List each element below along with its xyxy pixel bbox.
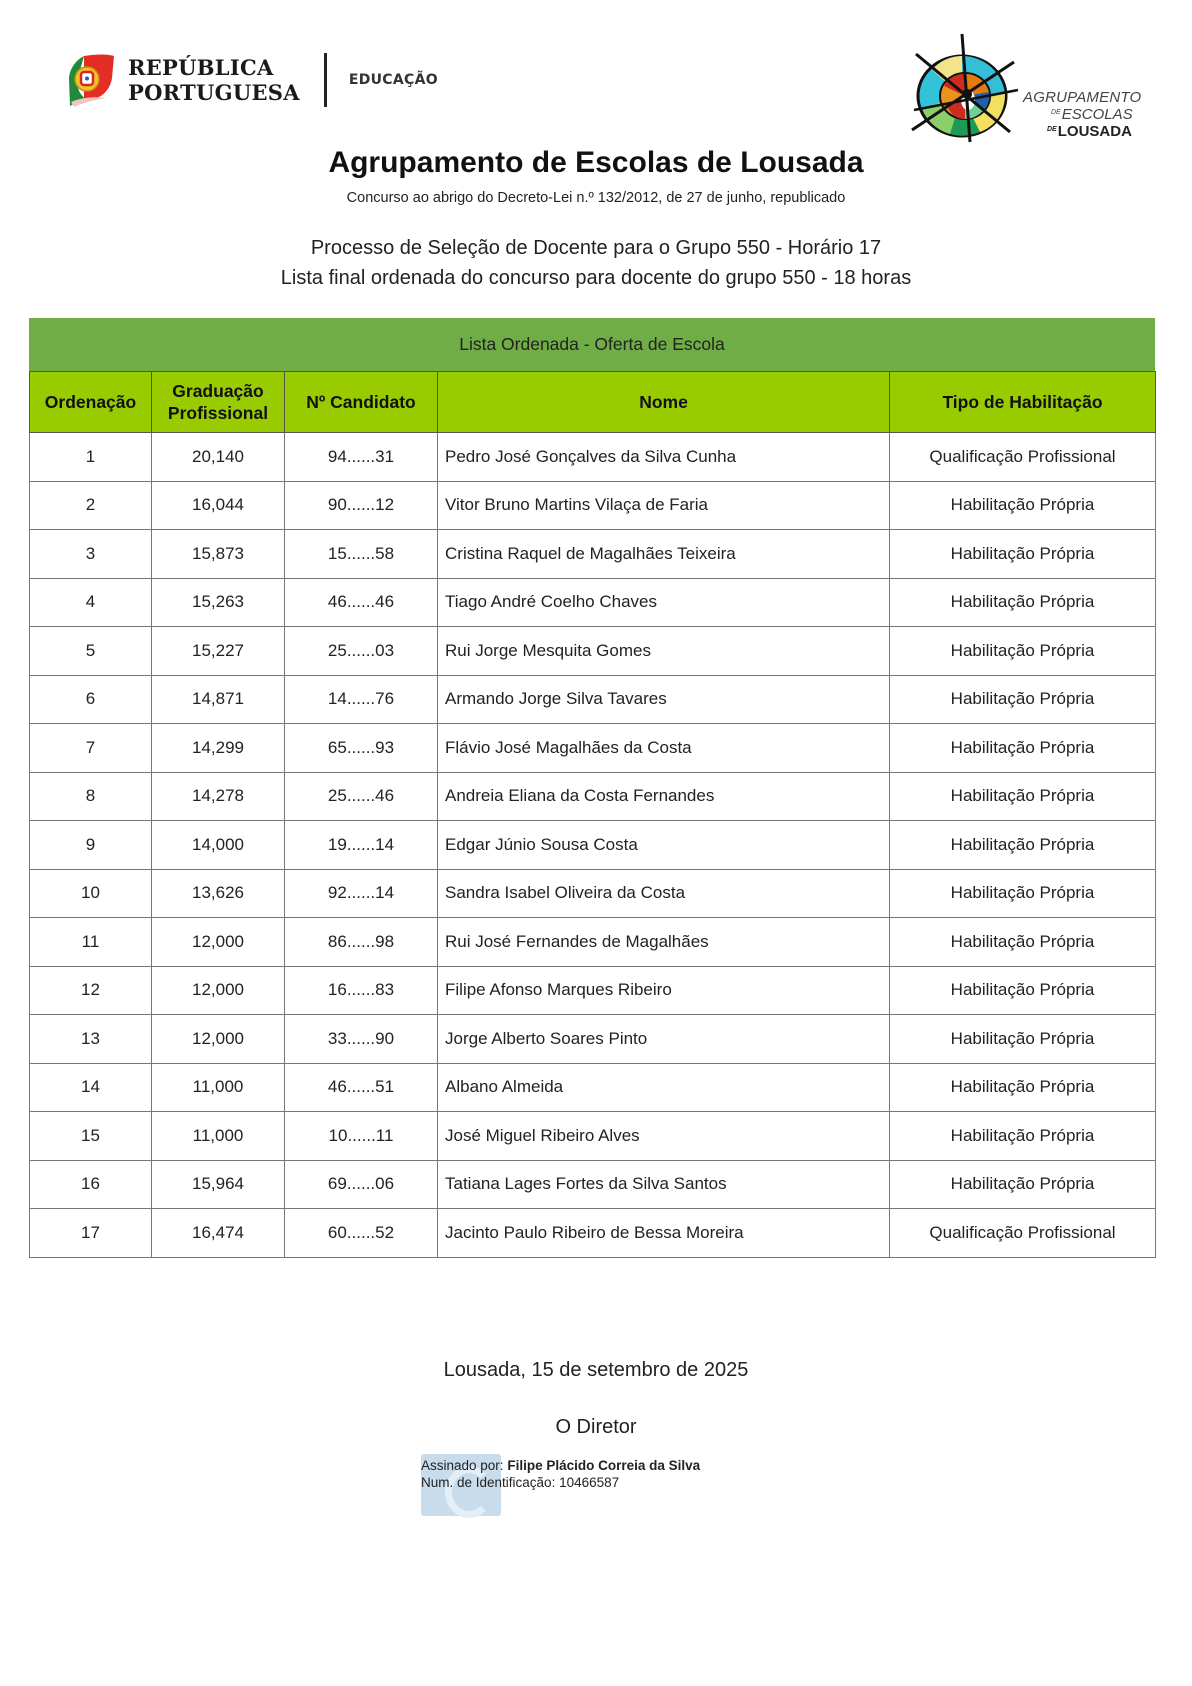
candidato-cell: 16......83 xyxy=(285,966,438,1015)
nome-cell: José Miguel Ribeiro Alves xyxy=(438,1112,890,1161)
habilitacao-cell: Habilitação Própria xyxy=(890,966,1156,1015)
graduacao-cell: 12,000 xyxy=(152,918,285,967)
digital-signature xyxy=(421,1454,781,1524)
id-line xyxy=(421,1474,700,1491)
graduacao-cell: 15,964 xyxy=(152,1160,285,1209)
signed-by-label: Assinado por: xyxy=(421,1458,504,1473)
habilitacao-cell: Habilitação Própria xyxy=(890,578,1156,627)
signature-text xyxy=(421,1457,700,1491)
school-name-line3-text: LOUSADA xyxy=(1057,123,1132,140)
graduacao-cell: 15,263 xyxy=(152,578,285,627)
table-row xyxy=(30,1112,1156,1161)
graduacao-cell: 11,000 xyxy=(152,1112,285,1161)
candidato-cell: 92......14 xyxy=(285,869,438,918)
habilitacao-cell: Habilitação Própria xyxy=(890,1015,1156,1064)
habilitacao-cell: Habilitação Própria xyxy=(890,869,1156,918)
government-name xyxy=(128,55,300,105)
nome-cell: Rui José Fernandes de Magalhães xyxy=(438,918,890,967)
candidato-cell: 86......98 xyxy=(285,918,438,967)
candidato-cell: 94......31 xyxy=(285,433,438,482)
graduacao-cell: 16,474 xyxy=(152,1209,285,1258)
school-name-line2-text: ESCOLAS xyxy=(1061,106,1133,123)
candidato-cell: 46......51 xyxy=(285,1063,438,1112)
table-row xyxy=(30,966,1156,1015)
gov-name-line1: REPÚBLICA xyxy=(128,55,274,80)
table-row xyxy=(30,724,1156,773)
document-title: Agrupamento de Escolas de Lousada xyxy=(328,146,864,179)
candidato-cell: 46......46 xyxy=(285,578,438,627)
column-header-candidato: Nº Candidato xyxy=(285,372,438,433)
nome-cell: Albano Almeida xyxy=(438,1063,890,1112)
signed-by-name: Filipe Plácido Correia da Silva xyxy=(507,1458,701,1473)
table-header-row xyxy=(30,372,1156,433)
process-line-1: Processo de Seleção de Docente para o Grupo 550 - Horário 17 xyxy=(310,237,882,259)
ordenacao-cell: 6 xyxy=(30,675,152,724)
school-name xyxy=(1023,90,1141,139)
table-row xyxy=(30,821,1156,870)
table-row xyxy=(30,918,1156,967)
nome-cell: Tiago André Coelho Chaves xyxy=(438,578,890,627)
place-date: Lousada, 15 de setembro de 2025 xyxy=(443,1359,749,1381)
gov-name-line2: PORTUGUESA xyxy=(128,80,300,105)
habilitacao-cell: Habilitação Própria xyxy=(890,530,1156,579)
ordenacao-cell: 12 xyxy=(30,966,152,1015)
document-subtitle: Concurso ao abrigo do Decreto-Lei n.º 132/2012, de 27 de junho, republicado xyxy=(346,190,846,206)
graduacao-cell: 14,278 xyxy=(152,772,285,821)
ranking-table xyxy=(29,318,1155,1258)
graduacao-cell: 14,299 xyxy=(152,724,285,773)
ordenacao-cell: 16 xyxy=(30,1160,152,1209)
habilitacao-cell: Habilitação Própria xyxy=(890,772,1156,821)
table-row xyxy=(30,869,1156,918)
habilitacao-cell: Qualificação Profissional xyxy=(890,433,1156,482)
column-header-graduacao: Graduação Profissional xyxy=(152,372,285,433)
nome-cell: Pedro José Gonçalves da Silva Cunha xyxy=(438,433,890,482)
nome-cell: Vitor Bruno Martins Vilaça de Faria xyxy=(438,481,890,530)
school-emblem-icon xyxy=(910,34,1020,144)
ordenacao-cell: 11 xyxy=(30,918,152,967)
graduacao-cell: 11,000 xyxy=(152,1063,285,1112)
table-banner: Lista Ordenada - Oferta de Escola xyxy=(29,318,1155,371)
column-header-ordenacao: Ordenação xyxy=(30,372,152,433)
habilitacao-cell: Habilitação Própria xyxy=(890,627,1156,676)
candidato-cell: 90......12 xyxy=(285,481,438,530)
nome-cell: Filipe Afonso Marques Ribeiro xyxy=(438,966,890,1015)
process-line-2: Lista final ordenada do concurso para docente do grupo 550 - 18 horas xyxy=(280,267,912,289)
logo-divider xyxy=(324,53,327,107)
habilitacao-cell: Qualificação Profissional xyxy=(890,1209,1156,1258)
column-header-nome: Nome xyxy=(438,372,890,433)
ordenacao-cell: 9 xyxy=(30,821,152,870)
nome-cell: Tatiana Lages Fortes da Silva Santos xyxy=(438,1160,890,1209)
nome-cell: Flávio José Magalhães da Costa xyxy=(438,724,890,773)
graduacao-cell: 20,140 xyxy=(152,433,285,482)
graduacao-cell: 14,871 xyxy=(152,675,285,724)
habilitacao-cell: Habilitação Própria xyxy=(890,675,1156,724)
ordenacao-cell: 10 xyxy=(30,869,152,918)
graduacao-cell: 15,873 xyxy=(152,530,285,579)
candidato-cell: 15......58 xyxy=(285,530,438,579)
candidato-cell: 25......46 xyxy=(285,772,438,821)
table-row xyxy=(30,1209,1156,1258)
ordenacao-cell: 4 xyxy=(30,578,152,627)
nome-cell: Cristina Raquel de Magalhães Teixeira xyxy=(438,530,890,579)
ordenacao-cell: 8 xyxy=(30,772,152,821)
candidato-cell: 19......14 xyxy=(285,821,438,870)
school-name-line1: AGRUPAMENTO xyxy=(1023,89,1142,106)
signatory-role: O Diretor xyxy=(555,1416,637,1438)
school-name-line3 xyxy=(1023,122,1141,139)
table-row xyxy=(30,481,1156,530)
ordenacao-cell: 17 xyxy=(30,1209,152,1258)
table-row xyxy=(30,578,1156,627)
habilitacao-cell: Habilitação Própria xyxy=(890,821,1156,870)
nome-cell: Jorge Alberto Soares Pinto xyxy=(438,1015,890,1064)
candidato-cell: 60......52 xyxy=(285,1209,438,1258)
graduacao-cell: 13,626 xyxy=(152,869,285,918)
ordenacao-cell: 14 xyxy=(30,1063,152,1112)
ranking-table-grid xyxy=(29,371,1156,1258)
table-row xyxy=(30,530,1156,579)
school-name-line3-prefix: DE xyxy=(1047,126,1057,133)
graduacao-cell: 12,000 xyxy=(152,966,285,1015)
ordenacao-cell: 15 xyxy=(30,1112,152,1161)
graduacao-cell: 15,227 xyxy=(152,627,285,676)
portugal-emblem-icon xyxy=(66,52,116,108)
school-name-line2-prefix: DE xyxy=(1051,109,1061,116)
government-logo xyxy=(66,52,438,108)
ordenacao-cell: 2 xyxy=(30,481,152,530)
candidato-cell: 65......93 xyxy=(285,724,438,773)
id-value: 10466587 xyxy=(559,1475,620,1490)
nome-cell: Jacinto Paulo Ribeiro de Bessa Moreira xyxy=(438,1209,890,1258)
ordenacao-cell: 1 xyxy=(30,433,152,482)
nome-cell: Rui Jorge Mesquita Gomes xyxy=(438,627,890,676)
habilitacao-cell: Habilitação Própria xyxy=(890,918,1156,967)
habilitacao-cell: Habilitação Própria xyxy=(890,1112,1156,1161)
graduacao-cell: 12,000 xyxy=(152,1015,285,1064)
ordenacao-cell: 3 xyxy=(30,530,152,579)
table-row xyxy=(30,675,1156,724)
habilitacao-cell: Habilitação Própria xyxy=(890,481,1156,530)
graduacao-cell: 16,044 xyxy=(152,481,285,530)
table-row xyxy=(30,1160,1156,1209)
ordenacao-cell: 7 xyxy=(30,724,152,773)
habilitacao-cell: Habilitação Própria xyxy=(890,724,1156,773)
process-description xyxy=(0,233,1192,293)
habilitacao-cell: Habilitação Própria xyxy=(890,1160,1156,1209)
candidato-cell: 69......06 xyxy=(285,1160,438,1209)
government-department: EDUCAÇÃO xyxy=(348,72,438,88)
table-row xyxy=(30,772,1156,821)
habilitacao-cell: Habilitação Própria xyxy=(890,1063,1156,1112)
nome-cell: Edgar Júnio Sousa Costa xyxy=(438,821,890,870)
candidato-cell: 33......90 xyxy=(285,1015,438,1064)
table-row xyxy=(30,433,1156,482)
nome-cell: Sandra Isabel Oliveira da Costa xyxy=(438,869,890,918)
signed-by-line xyxy=(421,1457,700,1474)
ordenacao-cell: 13 xyxy=(30,1015,152,1064)
candidato-cell: 10......11 xyxy=(285,1112,438,1161)
candidato-cell: 25......03 xyxy=(285,627,438,676)
nome-cell: Andreia Eliana da Costa Fernandes xyxy=(438,772,890,821)
nome-cell: Armando Jorge Silva Tavares xyxy=(438,675,890,724)
id-label: Num. de Identificação: xyxy=(421,1475,556,1490)
graduacao-cell: 14,000 xyxy=(152,821,285,870)
ordenacao-cell: 5 xyxy=(30,627,152,676)
candidato-cell: 14......76 xyxy=(285,675,438,724)
table-row xyxy=(30,1063,1156,1112)
column-header-habilitacao: Tipo de Habilitação xyxy=(890,372,1156,433)
table-row xyxy=(30,1015,1156,1064)
school-logo xyxy=(910,34,1150,144)
table-row xyxy=(30,627,1156,676)
school-name-line2 xyxy=(1023,105,1141,122)
